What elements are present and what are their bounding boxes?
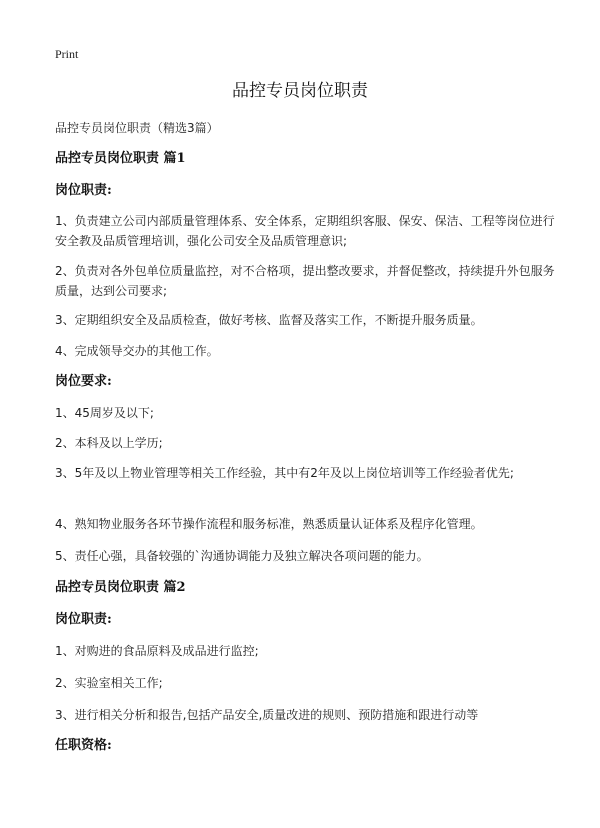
section-1-requirement-1: 1、45周岁及以下; xyxy=(55,406,154,420)
section-1-requirement-5: 5、责任心强，具备较强的`沟通协调能力及独立解决各项问题的能力。 xyxy=(55,549,429,563)
section-1-requirement-2: 2、本科及以上学历; xyxy=(55,436,163,450)
section-1-duty-3: 3、定期组织安全及品质检查，做好考核、监督及落实工作，不断提升服务质量。 xyxy=(55,313,483,327)
print-label: Print xyxy=(55,47,79,61)
section-1-duty-2: 2、负责对各外包单位质量监控，对不合格项，提出整改要求，并督促整改，持续提升外包服务质量，达到公司要求; xyxy=(55,264,555,298)
section-1-title: 品控专员岗位职责 篇1 xyxy=(55,151,186,166)
document-subtitle: 品控专员岗位职责（精选3篇） xyxy=(55,121,219,135)
section-1-requirements-heading: 岗位要求: xyxy=(55,374,112,389)
section-2-duty-3: 3、进行相关分析和报告,包括产品安全,质量改进的规则、预防措施和跟进行动等 xyxy=(55,708,479,722)
section-2-duty-2: 2、实验室相关工作; xyxy=(55,676,163,690)
section-1-requirement-4: 4、熟知物业服务各环节操作流程和服务标准，熟悉质量认证体系及程序化管理。 xyxy=(55,517,483,531)
section-1-duties-heading: 岗位职责: xyxy=(55,183,112,198)
section-1-duty-1: 1、负责建立公司内部质量管理体系、安全体系，定期组织客服、保安、保洁、工程等岗位进行安全教及品质管理培训，强化公司安全及品质管理意识; xyxy=(55,214,555,248)
section-2-qualifications-heading: 任职资格: xyxy=(55,738,112,753)
page-title: 品控专员岗位职责 xyxy=(232,81,368,101)
section-2-title: 品控专员岗位职责 篇2 xyxy=(55,580,186,595)
section-1-duty-4: 4、完成领导交办的其他工作。 xyxy=(55,344,219,358)
section-1-requirement-3: 3、5年及以上物业管理等相关工作经验，其中有2年及以上岗位培训等工作经验者优先; xyxy=(55,466,514,480)
section-2-duty-1: 1、对购进的食品原料及成品进行监控; xyxy=(55,644,259,658)
section-2-duties-heading: 岗位职责: xyxy=(55,612,112,627)
